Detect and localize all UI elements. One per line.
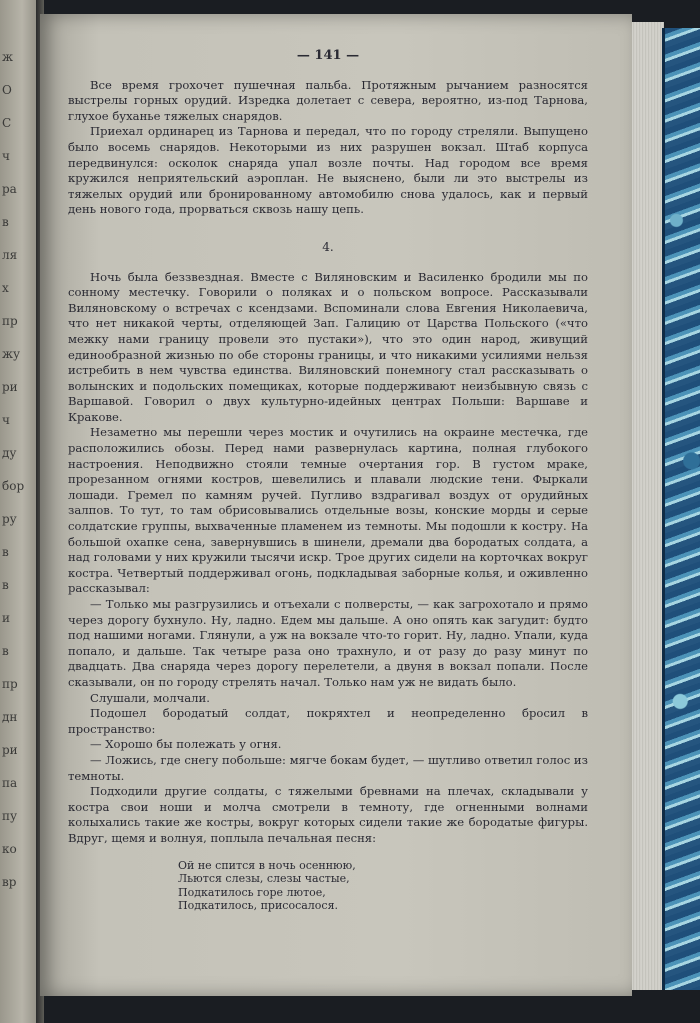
left-page-fragment: жу xyxy=(2,347,21,361)
left-page-fragment: и xyxy=(2,611,10,625)
paragraph: Все время грохочет пушечная пальба. Протяжным рычанием разносятся выстрелы горных орудий. Изредка долетает с севера, вероятно, из-под Тарнова, глухое буханье тяжелых снарядов. xyxy=(68,77,588,123)
left-page-fragment: в xyxy=(2,545,9,559)
paragraph: Подошел бородатый солдат, покряхтел и неопределенно бросил в пространство: xyxy=(68,706,588,736)
left-page-fragment: С xyxy=(2,116,12,130)
left-page-fragment: бор xyxy=(2,479,25,493)
paragraph: — Только мы разгрузились и отъехали с полверсты, — как загрохотало и прямо через дорогу бухнуло. Ну, ладно. Едем мы дальше. А оно опять как загудит: будто под нашими ногами. Глянули, а уж на вокзале что-то горит. Ну, ладно. Упали, куда попало, и дальше. Так четыре раза оно трахнуло, и от разу до разу минут по двадцать. Два снаряда через дорогу перелетели, а двуня в вокзал попали. После сказывали, он по городу стрелять начал. Только нам уж не видать было. xyxy=(68,597,588,689)
paragraph: Ночь была беззвездная. Вместе с Виляновским и Василенко бродили мы по сонному местечку. Говорили о поляках и о польском вопросе. Рассказывали Виляновскому о встречах с ксендзами. Вспоминали слова Евгения Николаевича, что нет никакой черты, отделяющей Зап. Галицию от Царства Польского («чтo межку нами границу провели это пустаки»), что это один народ, живущий единообразной жизнью по обе стороны границы, и что никакими усилиями нельзя истребить в нем чувства единства. Виляновский понемногу стал рассказывать о волынских и подольских помещиках, которые поддерживают неизбывную связь с Варшавой. Говорил о двух культурно-идейных центрах Польши: Варшаве и Кракове. xyxy=(68,269,588,424)
paragraph: Подходили другие солдаты, с тяжелыми бревнами на плечах, складывали у костра свои ноши и молча смотрели в темноту, где огненными волнами колыхались такие же костры, вокруг которых сидели такие же бородатые фигуры. Вдруг, щемя и волнуя, поплыла печальная песня: xyxy=(68,784,588,845)
left-page-fragment: ч xyxy=(2,413,10,427)
left-page-fragment: х xyxy=(2,281,9,295)
poem-line: Подкатилось горе лютое, xyxy=(178,885,326,899)
left-page-fragment: ж xyxy=(2,50,14,64)
left-page-fragment: ко xyxy=(2,842,17,856)
left-page-fragment: ля xyxy=(2,248,18,262)
left-page-fragment: в xyxy=(2,644,9,658)
main-paragraphs xyxy=(68,270,588,847)
section-number: 4. xyxy=(322,239,334,254)
left-page-fragment: ру xyxy=(2,512,17,526)
poem xyxy=(178,859,588,913)
left-page-fragment: ду xyxy=(2,446,17,460)
left-page-fragment: ри xyxy=(2,380,18,394)
top-paragraphs xyxy=(68,78,588,218)
poem-line: Ой не спится в ночь осеннюю, xyxy=(178,858,356,872)
poem-line: Льются слезы, слезы частые, xyxy=(178,872,350,885)
left-page-fragment: пр xyxy=(2,314,18,328)
left-page-fragment: О xyxy=(2,83,12,97)
page-text xyxy=(68,48,588,913)
paragraph: Слушали, молчали. xyxy=(90,690,210,705)
paragraph: — Ложись, где снегу побольше: мягче бокам будет, — шутливо ответил голос из темноты. xyxy=(68,752,588,783)
left-page-fragment: ра xyxy=(2,182,17,196)
page-number: — 141 — xyxy=(296,48,360,63)
left-page-fragment: ч xyxy=(2,149,10,163)
left-page-fragment: пу xyxy=(2,809,18,823)
left-page-fragment: вр xyxy=(2,875,17,889)
poem-line: Подкатилось, присосалося. xyxy=(178,899,339,912)
paragraph: Незаметно мы перешли через мостик и очутились на окраине местечка, где расположились обозы. Перед нами развернулась картина, полная глубокого настроения. Неподвижно стояли темные очертания гор. В густом мраке, прорезанном огнями костров, шевелились и плавали людские тени. Фыркали лошади. Гремел по камням ручей. Пугливо вздрагивал воздух от орудийных залпов. То тут, то там обрисовывались отдельные возы, конские морды и серые солдатские группы, выхваченные пламенем из темноты. Мы подошли к костру. На большой охапке сена, завернувшись в шинели, дремали два бородатых солдата, а над головами у них кружили тысячи искр. Трое других сидели на корточках вокруг костра. Четвертый поддерживал огонь, подкладывая заборные колья, и оживленно рассказывал: xyxy=(68,425,588,596)
left-page-fragment: дн xyxy=(2,710,18,724)
paragraph: Приехал ординарец из Тарнова и передал, что по городу стреляли. Выпущено было восемь снарядов. Некоторыми из них разрушен вокзал. Штаб корпуса передвинулся: осколок снаряда упал возле почты. Над городом все время кружился неприятельский аэроплан. Не выяснено, были ли это выстрелы из тяжелых орудий или бронированному автомобилю снова удалось, как и первый день нового года, прорваться сквозь нашу цепь. xyxy=(68,124,588,217)
left-page-fragment: пр xyxy=(2,677,18,691)
left-page-fragment: па xyxy=(2,776,18,790)
left-page-fragment: в xyxy=(2,578,9,592)
page-block-edge xyxy=(632,22,664,990)
left-page-edge xyxy=(0,0,40,1023)
marbled-cover xyxy=(662,28,700,990)
paragraph: — Хорошо бы полежать у огня. xyxy=(90,737,282,752)
left-page-fragment: ри xyxy=(2,743,18,757)
left-page-fragment: в xyxy=(2,215,9,229)
